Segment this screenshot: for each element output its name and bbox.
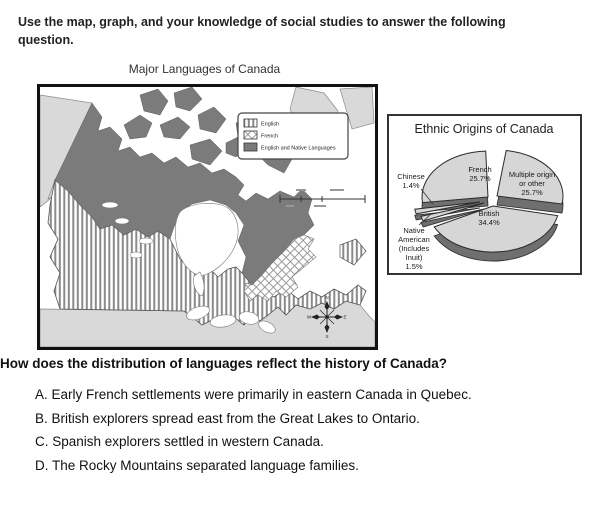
question-text: How does the distribution of languages reflect the history of Canada? [0,356,448,371]
svg-text:1.4%: 1.4% [402,181,420,190]
languages-map-figure [37,84,378,350]
compass-s-label: S [325,334,329,339]
english-native-swatch-icon [244,143,257,151]
pie-title: Ethnic Origins of Canada [414,122,554,136]
pie-label-british [478,209,500,227]
option-c[interactable]: C. Spanish explorers settled in western Canada. [35,434,324,449]
legend-label-french: French [261,133,279,140]
ethnic-origins-pie-chart [389,116,580,273]
option-b[interactable]: B. British explorers spread east from the Great Lakes to Ontario. [35,410,420,426]
svg-text:34.4%: 34.4% [478,218,500,227]
map-legend [238,113,348,159]
option-a[interactable]: A. Early French settlements were primarily in eastern Canada in Quebec. [35,387,472,402]
pie-label-native-american [398,226,430,271]
svg-text:or other: or other [519,179,545,188]
french-swatch-icon [244,131,257,139]
instructions-text: Use the map, graph, and your knowledge of social studies to answer the following question. [18,15,506,47]
svg-text:(Includes: (Includes [398,244,430,253]
svg-text:British: British [478,209,500,218]
svg-text:25.7%: 25.7% [469,174,491,183]
svg-text:American: American [398,235,430,244]
english-swatch-icon [244,119,257,127]
svg-text:1.5%: 1.5% [405,262,423,271]
svg-text:25.7%: 25.7% [521,188,543,197]
legend-label-english-native: English and Native Languages [261,145,336,152]
pie-label-french [468,165,491,183]
pie-label-chinese [397,172,425,190]
compass-e-label: E [343,314,347,320]
svg-text:Native: Native [403,226,425,235]
svg-text:French: French [468,165,492,174]
svg-text:Multiple origin: Multiple origin [508,170,556,179]
svg-text:Chinese: Chinese [397,172,425,181]
ethnic-origins-pie-figure [387,114,582,275]
answer-options [35,383,595,477]
canada-languages-map [40,87,375,347]
map-title: Major Languages of Canada [128,62,281,76]
compass-w-label: W [306,314,312,320]
option-d[interactable]: D. The Rocky Mountains separated language families. [35,457,359,473]
svg-text:Inuit): Inuit) [405,253,423,262]
legend-label-english: English [261,121,280,128]
compass-n-label: N [325,295,329,300]
